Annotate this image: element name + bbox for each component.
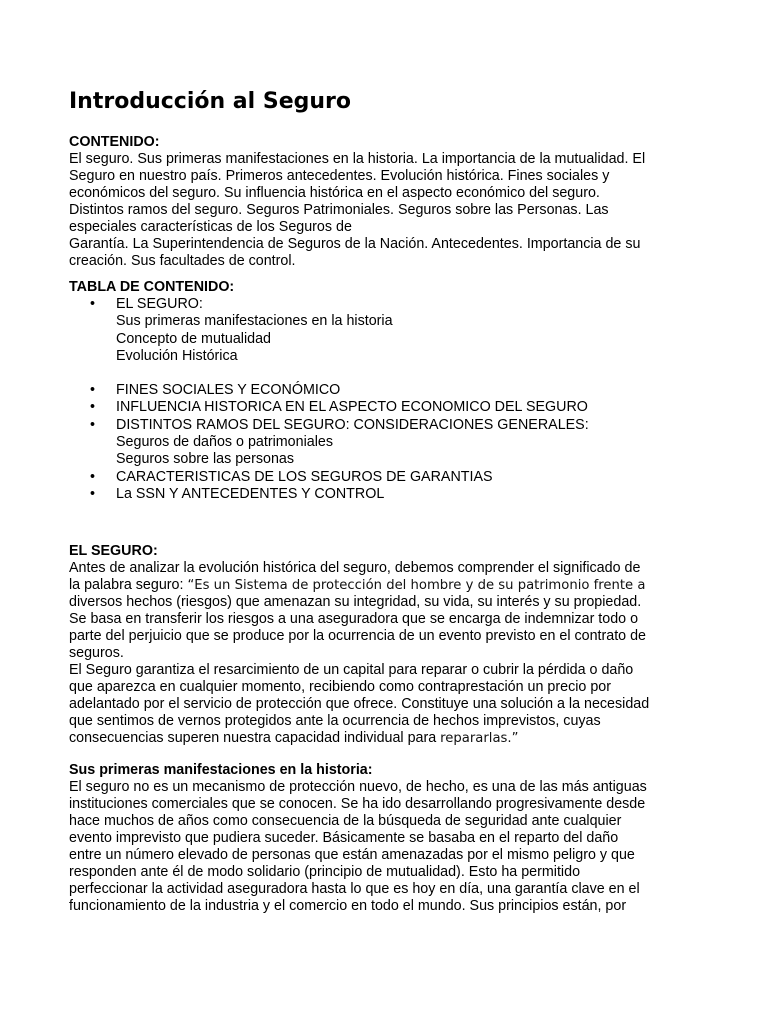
paragraph-line: adelantado por el servicio de protección que ofrece. Constituye una solución a la necesidad xyxy=(69,696,650,712)
toc-subitem: Concepto de mutualidad xyxy=(116,330,271,347)
toc-item xyxy=(69,382,705,399)
toc-subitem: Evolución Histórica xyxy=(116,347,238,364)
paragraph-line: hace muchos de años como consecuencia de la búsqueda de seguridad ante cualquier xyxy=(69,813,622,829)
paragraph-line: El Seguro garantiza el resarcimiento de un capital para reparar o cubrir la pérdida o daño xyxy=(69,662,634,678)
contenido-section xyxy=(69,134,705,270)
contenido-line: Seguro en nuestro país. Primeros antecedentes. Evolución histórica. Fines sociales y xyxy=(69,168,610,184)
paragraph-line: diversos hechos (riesgos) que amenazan su integridad, su vida, su interés y su propiedad. xyxy=(69,594,642,610)
toc-spacer xyxy=(69,365,705,382)
paragraph-line: El seguro no es un mecanismo de protección nuevo, de hecho, es una de las más antiguas xyxy=(69,779,647,795)
bullet-icon: • xyxy=(90,296,96,312)
bullet-icon: • xyxy=(90,468,96,485)
toc-item xyxy=(69,296,705,365)
toc-item xyxy=(69,469,705,486)
manifestaciones-section xyxy=(69,762,705,915)
paragraph-line: responden ante él de modo solidario (principio de mutualidad). Esto ha permitido xyxy=(69,864,581,880)
toc-item-label: EL SEGURO: xyxy=(116,296,203,312)
bullet-icon: • xyxy=(90,382,96,399)
toc-item xyxy=(69,486,705,503)
contenido-line: creación. Sus facultades de control. xyxy=(69,253,296,269)
paragraph-line: Antes de analizar la evolución histórica del seguro, debemos comprender el significado de xyxy=(69,560,641,576)
paragraph-line: seguros. xyxy=(69,645,124,661)
manifestaciones-heading: Sus primeras manifestaciones en la historia: xyxy=(69,762,373,778)
quoted-definition: “Es un Sistema de protección del hombre y de su patrimonio frente a xyxy=(187,578,646,593)
el-seguro-heading: EL SEGURO: xyxy=(69,543,158,559)
paragraph-line: que aparezca en cualquier momento, recibiendo como contraprestación un precio por xyxy=(69,679,612,695)
contenido-line: Garantía. La Superintendencia de Seguros de la Nación. Antecedentes. Importancia de su xyxy=(69,236,641,252)
contenido-line: Distintos ramos del seguro. Seguros Patrimoniales. Seguros sobre las Personas. Las xyxy=(69,202,609,218)
toc-item-label: FINES SOCIALES Y ECONÓMICO xyxy=(116,382,341,399)
bullet-icon: • xyxy=(90,416,96,433)
toc-item-label: INFLUENCIA HISTORICA EN EL ASPECTO ECONOMICO DEL SEGURO xyxy=(116,399,588,416)
paragraph-line: instituciones comerciales que se conocen. Se ha ido desarrollando progresivamente desde xyxy=(69,796,646,812)
paragraph-line: entre un número elevado de personas que están amenazadas por el mismo peligro y que xyxy=(69,847,635,863)
tabla-contenido-section xyxy=(69,279,705,503)
text-span: consecuencias superen nuestra capacidad individual para xyxy=(69,730,441,746)
toc-item xyxy=(69,417,705,469)
paragraph-line: Se basa en transferir los riesgos a una aseguradora que se encarga de indemnizar todo o xyxy=(69,611,639,627)
quoted-definition-end: repararlas.” xyxy=(440,731,519,746)
paragraph-line: perfeccionar la actividad aseguradora hasta lo que es hoy en día, una garantía clave en el xyxy=(69,881,640,897)
toc-item-label: CARACTERISTICAS DE LOS SEGUROS DE GARANTIAS xyxy=(116,468,493,485)
tabla-contenido-heading: TABLA DE CONTENIDO: xyxy=(69,279,235,295)
contenido-heading: CONTENIDO: xyxy=(69,134,160,150)
paragraph-line: parte del perjuicio que se produce por la ocurrencia de un evento previsto en el contrato de xyxy=(69,628,647,644)
toc-subitem: Sus primeras manifestaciones en la historia xyxy=(116,313,393,330)
paragraph-line: que sentimos de vernos protegidos ante la ocurrencia de hechos imprevistos, cuyas xyxy=(69,713,601,729)
contenido-line: económicos del seguro. Su influencia histórica en el aspecto económico del seguro. xyxy=(69,185,600,201)
toc-item-label: La SSN Y ANTECEDENTES Y CONTROL xyxy=(116,485,385,502)
paragraph-line xyxy=(69,730,705,747)
contenido-line: El seguro. Sus primeras manifestaciones en la historia. La importancia de la mutualidad. El xyxy=(69,151,646,167)
toc-item xyxy=(69,399,705,416)
toc-subitem: Seguros sobre las personas xyxy=(116,451,295,468)
bullet-icon: • xyxy=(90,399,96,416)
toc-list xyxy=(69,296,705,503)
paragraph-line xyxy=(69,577,705,594)
document-title: Introducción al Seguro xyxy=(69,89,351,114)
toc-subitem: Seguros de daños o patrimoniales xyxy=(116,434,333,451)
bullet-icon: • xyxy=(90,485,96,502)
contenido-line: especiales características de los Seguros de xyxy=(69,219,352,235)
el-seguro-section xyxy=(69,543,705,747)
text-span: la palabra seguro: xyxy=(69,577,188,593)
toc-item-label: DISTINTOS RAMOS DEL SEGURO: CONSIDERACIONES GENERALES: xyxy=(116,416,589,433)
paragraph-line: funcionamiento de la industria y el comercio en todo el mundo. Sus principios están, por xyxy=(69,898,627,914)
paragraph-line: evento imprevisto que pudiera suceder. Básicamente se basaba en el reparto del daño xyxy=(69,830,619,846)
